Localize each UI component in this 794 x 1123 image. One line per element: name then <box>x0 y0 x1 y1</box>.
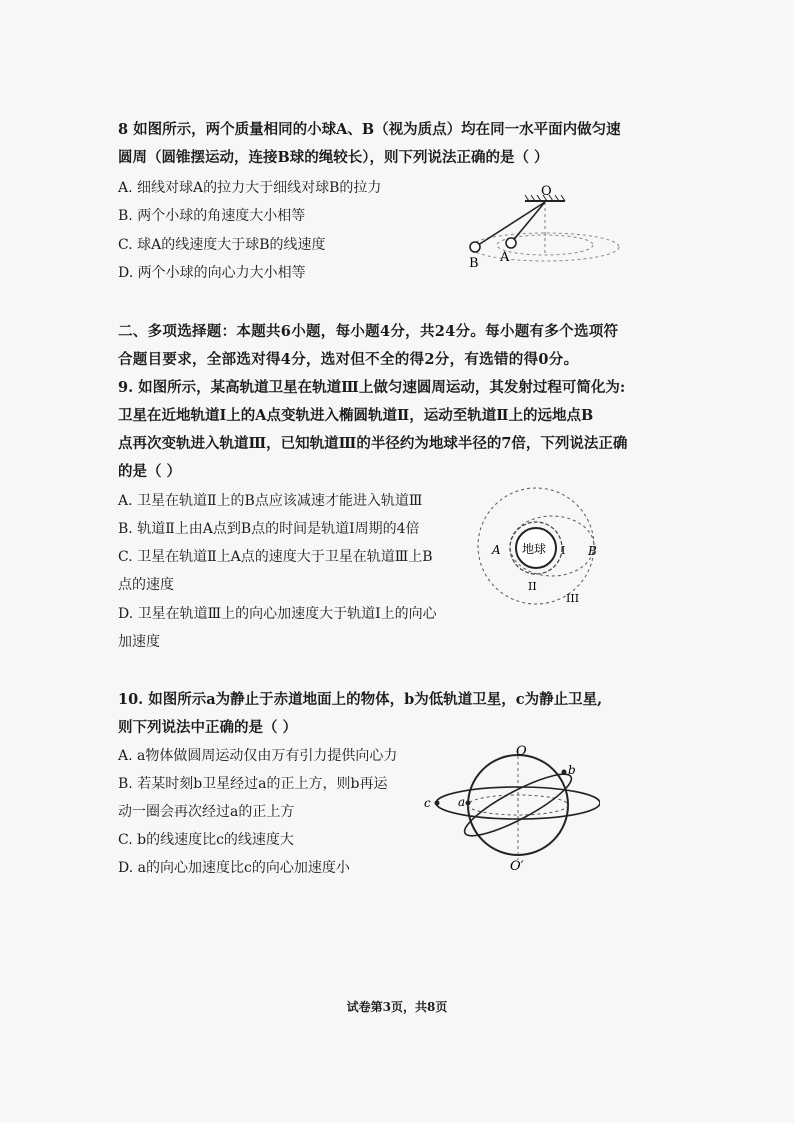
q9-option-b: B. 轨道Ⅱ上由A点到B点的时间是轨道Ⅰ周期的4倍 <box>118 521 420 537</box>
point-a <box>466 801 471 806</box>
q9-stem-line2: 卫星在近地轨道Ⅰ上的A点变轨进入椭圆轨道Ⅱ，运动至轨道Ⅱ上的远地点B <box>118 407 594 424</box>
label-o: O <box>516 744 527 759</box>
label-o: O <box>541 185 552 199</box>
page-footer: 试卷第3页，共8页 <box>346 1000 448 1014</box>
q8-conical-pendulum-figure <box>455 185 625 275</box>
label-a: A <box>500 250 510 265</box>
ball-b <box>470 242 480 252</box>
q8-option-a: A. 细线对球A的拉力大于细线对球B的拉力 <box>118 180 382 196</box>
label-b: B <box>469 256 479 271</box>
label-a: a <box>458 795 466 809</box>
label-orbit-iii: III <box>566 592 580 605</box>
q9-option-c-cont: 点的速度 <box>118 577 174 593</box>
q9-option-a: A. 卫星在轨道Ⅱ上的B点应该减速才能进入轨道Ⅲ <box>118 493 423 509</box>
label-orbit-i: I <box>561 544 566 557</box>
section2-line2: 合题目要求，全部选对得4分，选对但不全的得2分，有选错的得0分。 <box>118 351 579 368</box>
q8-option-b: B. 两个小球的角速度大小相等 <box>118 208 306 224</box>
point-b <box>562 770 567 775</box>
q10-earth-figure <box>420 740 600 875</box>
q10-option-a: A. a物体做圆周运动仅由万有引力提供向心力 <box>118 748 398 764</box>
q10-option-c: C. b的线速度比c的线速度大 <box>118 832 294 848</box>
label-c: c <box>424 796 431 810</box>
label-o-prime: O′ <box>510 859 524 874</box>
label-a: A <box>492 543 501 557</box>
q9-stem-line1: 9. 如图所示，某高轨道卫星在轨道Ⅲ上做匀速圆周运动，其发射过程可简化为: <box>118 379 626 396</box>
section2-line1: 二、多项选择题：本题共6小题，每小题4分，共24分。每小题有多个选项符 <box>118 323 619 340</box>
q9-option-d: D. 卫星在轨道Ⅲ上的向心加速度大于轨道Ⅰ上的向心 <box>118 606 437 622</box>
q9-stem-line3: 点再次变轨进入轨道Ⅲ，已知轨道Ⅲ的半径约为地球半径的7倍，下列说法正确 <box>118 435 628 452</box>
q10-option-b: B. 若某时刻b卫星经过a的正上方，则b再运 <box>118 776 388 792</box>
q10-stem-line1: 10. 如图所示a为静止于赤道地面上的物体，b为低轨道卫星，c为静止卫星, <box>118 691 603 708</box>
string-a <box>511 202 545 243</box>
q10-option-d: D. a的向心加速度比c的向心加速度小 <box>118 860 350 876</box>
q8-stem-line2: 圆周（圆锥摆运动，连接B球的绳较长），则下列说法正确的是（ ） <box>118 149 549 166</box>
earth-label: 地球 <box>522 542 547 556</box>
label-orbit-ii: II <box>528 580 537 593</box>
ball-a <box>506 238 516 248</box>
q10-option-b-cont: 动一圈会再次经过a的正上方 <box>118 804 295 820</box>
q9-stem-line4: 的是（ ） <box>118 463 182 480</box>
q10-stem-line2: 则下列说法中正确的是（ ） <box>118 719 298 736</box>
q9-option-c: C. 卫星在轨道Ⅱ上A点的速度大于卫星在轨道Ⅲ上B <box>118 549 433 565</box>
label-b: b <box>568 763 576 777</box>
q9-option-d-cont: 加速度 <box>118 634 160 650</box>
q8-option-d: D. 两个小球的向心力大小相等 <box>118 265 306 281</box>
label-b: B <box>588 544 597 558</box>
q8-stem-line1: 8 如图所示，两个质量相同的小球A、B（视为质点）均在同一水平面内做匀速 <box>118 121 621 138</box>
q9-orbit-figure <box>470 478 620 608</box>
q8-option-c: C. 球A的线速度大于球B的线速度 <box>118 237 326 253</box>
point-c <box>435 801 440 806</box>
